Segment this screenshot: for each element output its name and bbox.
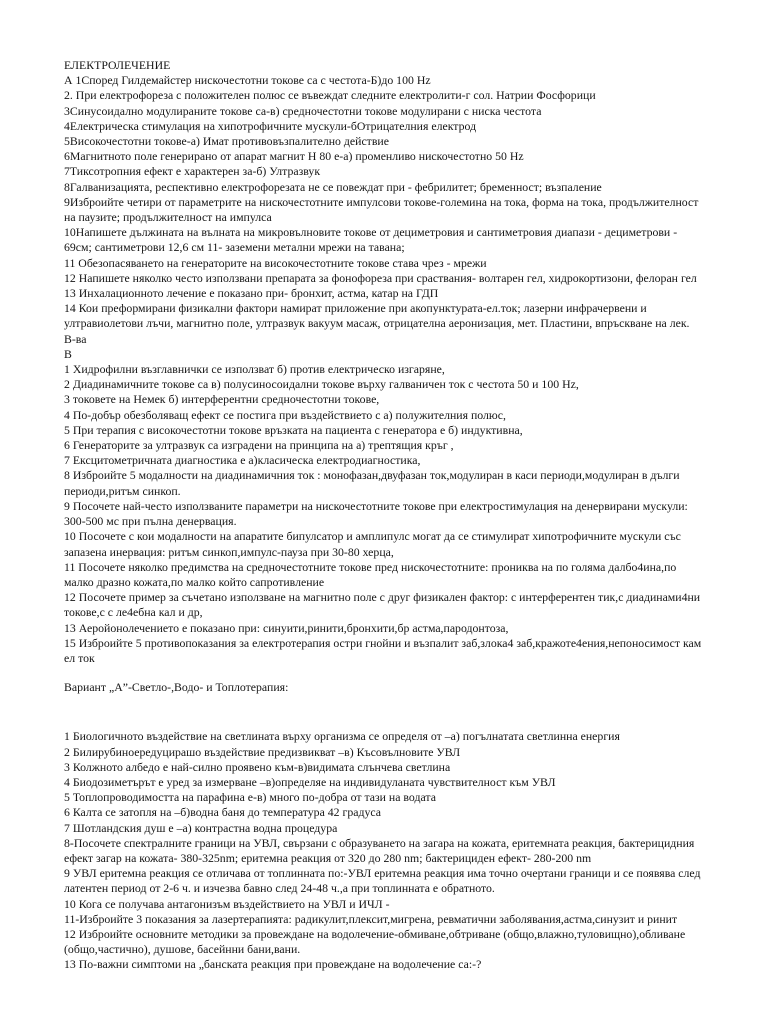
list-item: 10Напишете дължината на вълната на микровълновите токове от дециметровия и сантиметровия диапази - дециметрови - 69см; сантиметрови 12,6 см 11- заземени метални мрежи на тавана; <box>64 225 678 255</box>
list-item: 1 Биологичното въздействие на светлината върху организма се определя от –а) погълнатата светлинна енергия <box>64 729 620 744</box>
list-item: 5Високочестотни токове-а) Имат противовъзпалително действие <box>64 134 389 149</box>
list-item: 4 Биодозиметърът е уред за измерване –в)определяе на индивидуланата чувствителност към УВЛ <box>64 774 556 789</box>
list-item: 11-Изброийте 3 показания за лазертерапията: радикулит,плексит,мигрена, ревматични заболявания,астма,синузит и ринит <box>64 911 678 926</box>
section-b-label: В <box>64 346 72 361</box>
list-item: 13 По-важни симптоми на „банската реакция при провеждане на водолечение са:-? <box>64 957 482 972</box>
list-item: 6 Калта се затопля на –б)водна баня до температура 42 градуса <box>64 805 382 820</box>
variant-heading: Вариант „А”-Светло-,Водо- и Топлотерапия: <box>64 680 289 695</box>
section-a <box>64 73 704 347</box>
list-item: 5 Топлопроводимостта на парафина е-в) много по-добра от тази на водата <box>64 790 436 805</box>
section-b <box>64 362 704 666</box>
list-item: 6 Генераторите за ултразвук са изградени на принципа на а) трептящия кръг , <box>64 438 454 453</box>
list-item: 7 Ексцитометричната диагностика е а)класическа електродиагностика, <box>64 453 421 468</box>
list-item: 8Галванизацията, респективно електрофорезата не се повеждат при - фебрилитет; бременност; възпаление <box>64 179 602 194</box>
list-item: 3 токовете на Немек б) интерферентни средночестотни токове, <box>64 392 380 407</box>
list-item: 11 Обезопасяването на генераторите на високочестотните токове става чрез - мрежи <box>64 255 487 270</box>
list-item: 10 Кога се получава антагонизъм въздействието на УВЛ и ИЧЛ - <box>64 896 390 911</box>
section-c <box>64 729 704 972</box>
list-item: 15 Изброийте 5 противопоказания за електротерапия остри гнойни и възпалит заб,злока4 заб,кражоте4ения,непоносимост кам ел ток <box>64 635 702 665</box>
list-item: 8-Посочете спектралните граници на УВЛ, свързани с образуването на загара на кожата, еритемната реакция, бактерицидния ефект загар на кожата- 380-325nm; еритемна реакция от 320 до 280 nm; бактерициден ефект- 280-200 nm <box>64 835 695 865</box>
list-item: 12 Посочете пример за съчетано използване на магнитно поле с друг физикален фактор: с интерферентен тик,с диадинами4ни токове,с с ле4ебна кал и др, <box>64 590 701 620</box>
list-item: 11 Посочете няколко предимства на средночестотните токове пред нискочестотните: прониква на по голяма далбо4ина,по малко дразно кожата,по малко който сапротивление <box>64 559 677 589</box>
list-item: 7 Шотландския душ е –а) контрастна водна процедура <box>64 820 338 835</box>
list-item: 2 Диадинамичните токове са в) полусиносоидални токове върху галваничен ток с честота 50 и 100 Hz, <box>64 377 579 392</box>
list-item: 12 Напишете няколко често използвани препарата за фонофореза при сраствания- волтарен гел, хидрокортизони, фелоран гел <box>64 270 697 285</box>
list-item: 3 Колжното албедо е най-силно проявено към-в)видимата слънчева светлина <box>64 759 451 774</box>
list-item: 14 Кои преформирани физикални фактори намират приложение при акопунктурата-ел.ток; лазерни инфрачервени и ултравиолетови лъчи, магнитно поле, ултразвук вакуум масаж, отрицателна аеронизация, мет. Пластини, впръскване на лек. В-ва <box>64 301 690 346</box>
list-item: 2. При електрофореза с положителен полюс се въвеждат следните електролити-г сол. Натрии Фосфорици <box>64 88 596 103</box>
list-item: 9 УВЛ еритемна реакция се отличава от топлинната по:-УВЛ еритемна реакция има точно очертани граници и се появява след латентен период от 2-6 ч. и изчезва бавно след 24-48 ч.,а при топлинната е обратното. <box>64 866 701 896</box>
document-title: ЕЛЕКТРОЛЕЧЕНИЕ <box>64 58 171 72</box>
list-item: 9 Посочете най-често използваните параметри на нискочестотните токове при електростимулация на денервирани мускули: 300-500 мс при пълна денервация. <box>64 498 688 529</box>
list-item: 5 При терапия с високочестотни токове връзката на пациента с генератора е б) индуктивна, <box>64 422 523 437</box>
list-item: 9Изброийте четири от параметрите на нискочестотните импулсови токове-големина на тока, форма на тока, продължителност на паузите; продължителност на импулса <box>64 194 699 225</box>
list-item: 7Тиксотропния ефект е характерен за-б) Ултразвук <box>64 164 321 179</box>
list-item: 4 По-добър обезболяващ ефект се постига при въздействието с а) полужителния полюс, <box>64 407 506 422</box>
list-item: 2 Билирубиноередуцирашо въздействие предизвикват –в) Късовълновите УВЛ <box>64 744 461 759</box>
list-item: 3Синусоидално модулираните токове са-в) средночестотни токове модулирани с ниска честота <box>64 103 542 118</box>
list-item: 4Електрическа стимулация на хипотрофичните мускули-бОтрицателния електрод <box>64 118 477 133</box>
list-item: 12 Изброийте основните методики за провеждане на водолечение-обмиване,обтриване (общо,влажно,туловищно),обливане (общо,частично), душове, басейнни бани,вани. <box>64 926 686 957</box>
list-item: А 1Според Гилдемайстер нискочестотни токове са с честота-Б)до 100 Hz <box>64 73 431 88</box>
list-item: 6Магнитното поле генерирано от апарат магнит Н 80 е-а) променливо нискочестотно 50 Hz <box>64 149 524 164</box>
list-item: 8 Изброийте 5 модалности на диадинамичния ток : монофазан,двуфазан ток,модулиран в каси периоди,модулиран в дълги периоди,ритъм синкоп. <box>64 468 680 498</box>
list-item: 10 Посочете с кои модалности на апаратите бипулсатор и амплипулс могат да се стимулират хипотрофичните мускули със запазена инервация: ритъм синкоп,импулс-пауза при 30-80 херца, <box>64 529 681 559</box>
list-item: 1 Хидрофилни възглавнички се използват б) против електрическо изгаряне, <box>64 362 445 377</box>
list-item: 13 Аеройонолечението е показано при: синуити,ринити,бронхити,бр астма,пародонтоза, <box>64 620 509 635</box>
list-item: 13 Инхалационното лечение е показано при- бронхит, астма, катар на ГДП <box>64 286 439 301</box>
